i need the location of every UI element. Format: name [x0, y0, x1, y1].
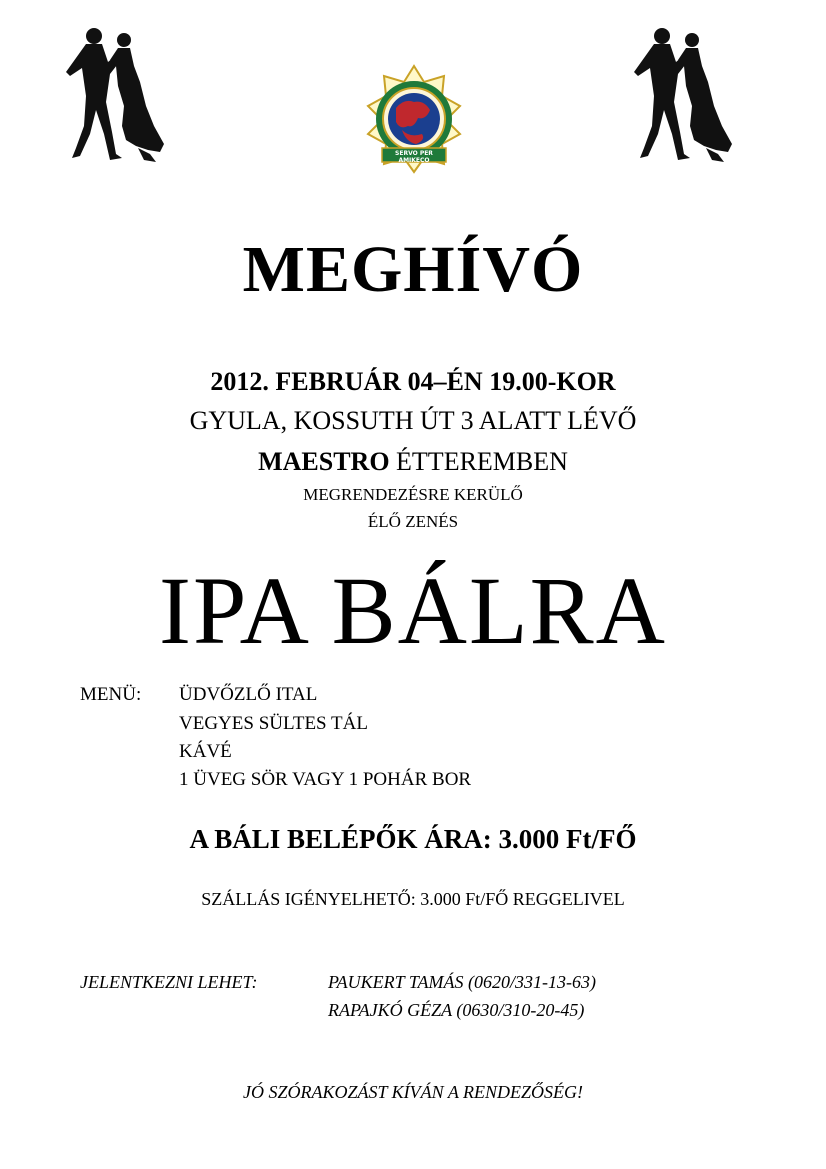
restaurant-suffix: ÉTTEREMBEN [389, 447, 568, 476]
menu-item: KÁVÉ [179, 741, 232, 762]
live-music-text: ÉLŐ ZENÉS [367, 512, 459, 531]
restaurant-name: MAESTRO [258, 447, 390, 476]
event-venue: GYULA, KOSSUTH ÚT 3 ALATT LÉVŐ [189, 406, 637, 435]
event-restaurant [0, 447, 826, 477]
dancing-couple-silhouette-icon [60, 22, 170, 167]
contact-person: PAUKERT TAMÁS (0620/331-13-63) [328, 972, 596, 992]
organized-text: MEGRENDEZÉSRE KERÜLŐ [303, 485, 523, 504]
lodging-info: SZÁLLÁS IGÉNYELHETŐ: 3.000 Ft/FŐ REGGELIVEL [201, 889, 625, 909]
emblem-motto: SERVO PER AMIKECO [395, 150, 433, 164]
ipa-emblem [352, 64, 476, 174]
contact-person: RAPAJKÓ GÉZA (0630/310-20-45) [328, 1000, 585, 1020]
menu-item: VEGYES SÜLTES TÁL [179, 713, 368, 734]
menu-item: 1 ÜVEG SÖR VAGY 1 POHÁR BOR [179, 769, 472, 790]
ball-title: IPA BÁLRA [159, 557, 667, 664]
event-date: 2012. FEBRUÁR 04–ÉN 19.00-KOR [210, 367, 616, 396]
contact-label: JELENTKEZNI LEHET: [80, 972, 258, 992]
ticket-price: A BÁLI BELÉPŐK ÁRA: 3.000 Ft/FŐ [189, 824, 637, 854]
closing-message: JÓ SZÓRAKOZÁST KÍVÁN A RENDEZŐSÉG! [242, 1082, 583, 1102]
dancing-couple-image-right [628, 22, 738, 167]
page-title: MEGHÍVÓ [242, 233, 584, 306]
dancing-couple-silhouette-icon [628, 22, 738, 167]
menu-label: MENÜ: [80, 684, 142, 705]
dancing-couple-image-left [60, 22, 170, 167]
menu-item: ÜDVŐZLŐ ITAL [179, 684, 318, 705]
